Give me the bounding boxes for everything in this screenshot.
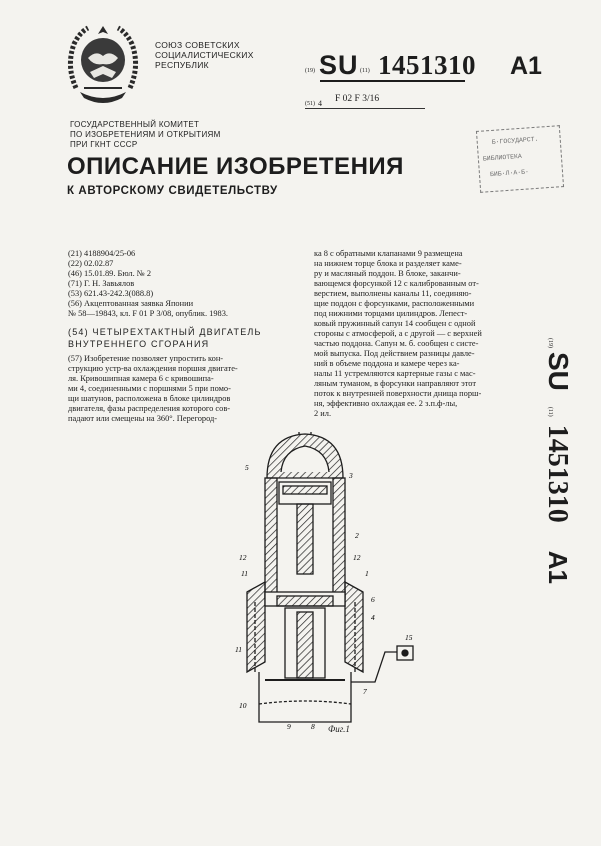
patent-number: 1451310 [378,50,476,80]
label-7: 7 [363,687,367,696]
abstract-line: ка 8 с обратными клапанами 9 размещена [314,249,463,258]
abstract-line: налы 11 устремляются картерные газы с мас- [314,369,476,378]
label-11-bottom: 11 [235,645,242,654]
abstract-line: верстием, выполнены каналы 11, соединяю- [314,289,472,298]
patent-underline [320,80,465,82]
abstract-line: стороны с атмосферой, а с другой — с верхней [314,329,482,338]
abstract-line: (57) Изобретение позволяет упростить кон- [68,354,224,363]
patent-country: SU [319,50,359,80]
ipc-underline [305,108,425,109]
document-title: ОПИСАНИЕ ИЗОБРЕТЕНИЯ [67,153,404,180]
abstract-line: щие поддон с форсунками, расположенными [314,299,475,308]
label-12-left: 12 [239,553,247,562]
stamp-line: Б·ГОСУДАРСТ. [491,135,539,146]
side-code-11: (11) [547,406,553,417]
biblio-line: (46) 15.01.89. Бюл. № 2 [68,269,152,278]
abstract-line: струкцию устр-ва охлаждения поршня двигате- [68,364,238,373]
abstract-line: поток к внутренней поверхности днища порш- [314,389,482,398]
side-code-19: (19) [547,338,553,348]
label-10: 10 [239,701,247,710]
abstract-line: ру и масляный поддон. В блоке, заканчи- [314,269,461,278]
invention-title: (54) ЧЕТЫРЕХТАКТНЫЙ ДВИГАТЕЛЬ [68,327,262,337]
state-line: СОЮЗ СОВЕТСКИХ [155,40,240,50]
abstract-line: двигателя, фазы распределения которого сов- [68,404,231,413]
biblio-line: (22) 02.02.87 [68,259,114,268]
abstract-line: ковый пружинный сапун 14 сообщен с одной [314,319,476,328]
document-subtitle: К АВТОРСКОМУ СВИДЕТЕЛЬСТВУ [67,185,278,197]
side-kind: A1 [543,550,573,584]
biblio-line: № 58—19843, кл. F 01 Р 3/08, опублик. 1983. [68,309,229,318]
patent-kind: A1 [510,52,542,80]
stamp-line: БИБ·Л·А·Б· [489,168,530,179]
abstract-line: мой выпуска. Под действием разницы давле- [314,349,475,358]
label-2: 2 [355,531,359,540]
abstract-line: падают или смещены на 360°. Перегород- [68,414,218,423]
committee-line: ГОСУДАРСТВЕННЫЙ КОМИТЕТ [70,120,200,129]
abstract-line: ний в объеме поддона и камере через ка- [314,359,460,368]
biblio-line: (21) 4188904/25-06 [68,249,136,258]
stamp-line: БИБЛИОТЕКА [482,152,523,163]
abstract-line: щи шатунов, расположена в блоке цилиндров [68,394,231,403]
committee-line: ПРИ ГКНТ СССР [70,140,138,149]
label-9: 9 [287,722,291,731]
abstract-line: 2 ил. [314,409,332,418]
abstract-line: вающемся форсункой 12 с калиброванным от- [314,279,479,288]
abstract-line: на нижнем торце блока и разделяет каме- [314,259,462,268]
biblio-line: (53) 621.43-242.3(088.8) [68,289,154,298]
committee-line: ПО ИЗОБРЕТЕНИЯМ И ОТКРЫТИЯМ [70,130,221,139]
label-12-right: 12 [353,553,361,562]
engine-drawing [225,432,445,732]
label-1: 1 [365,569,369,578]
abstract-line: ня, эффективно охлаждая ее. 2 з.п.ф-лы, [314,399,458,408]
state-emblem-icon [62,22,144,106]
patent-code-11: (11) [360,68,370,74]
state-line: РЕСПУБЛИК [155,60,209,70]
side-number-group [541,338,574,584]
label-11-top: 11 [241,569,248,578]
ipc-class: F 02 F 3/16 [335,94,380,104]
biblio-line: (71) Г. Н. Завьялов [68,279,135,288]
side-patent-number [538,338,574,688]
abstract-line: ляным туманом, в форсунки направляют этот [314,379,477,388]
patent-code-19: (19) [305,68,315,74]
side-number: 1451310 [542,424,573,523]
abstract-line: ми 4, соединенными с поршнями 5 при помо- [68,384,231,393]
side-country: SU [543,352,574,391]
label-8: 8 [311,722,315,731]
label-3: 3 [349,471,353,480]
label-6: 6 [371,595,375,604]
abstract-line: частью поддона. Сапун м. б. сообщен с систе- [314,339,479,348]
label-15: 15 [405,633,413,642]
biblio-line: (56) Акцептованная заявка Японии [68,299,194,308]
library-stamp [476,125,564,193]
ipc-code: (51) [305,101,315,107]
invention-title: ВНУТРЕННЕГО СГОРАНИЯ [68,339,210,349]
ipc-prefix: 4 [318,99,322,108]
label-4: 4 [371,613,375,622]
abstract-line: под нижними торцами цилиндров. Лепест- [314,309,468,318]
label-5: 5 [245,463,249,472]
abstract-line: ля. Кривошипная камера 6 с кривошипа- [68,374,214,383]
figure-caption: Фиг.1 [328,724,350,734]
state-line: СОЦИАЛИСТИЧЕСКИХ [155,50,254,60]
